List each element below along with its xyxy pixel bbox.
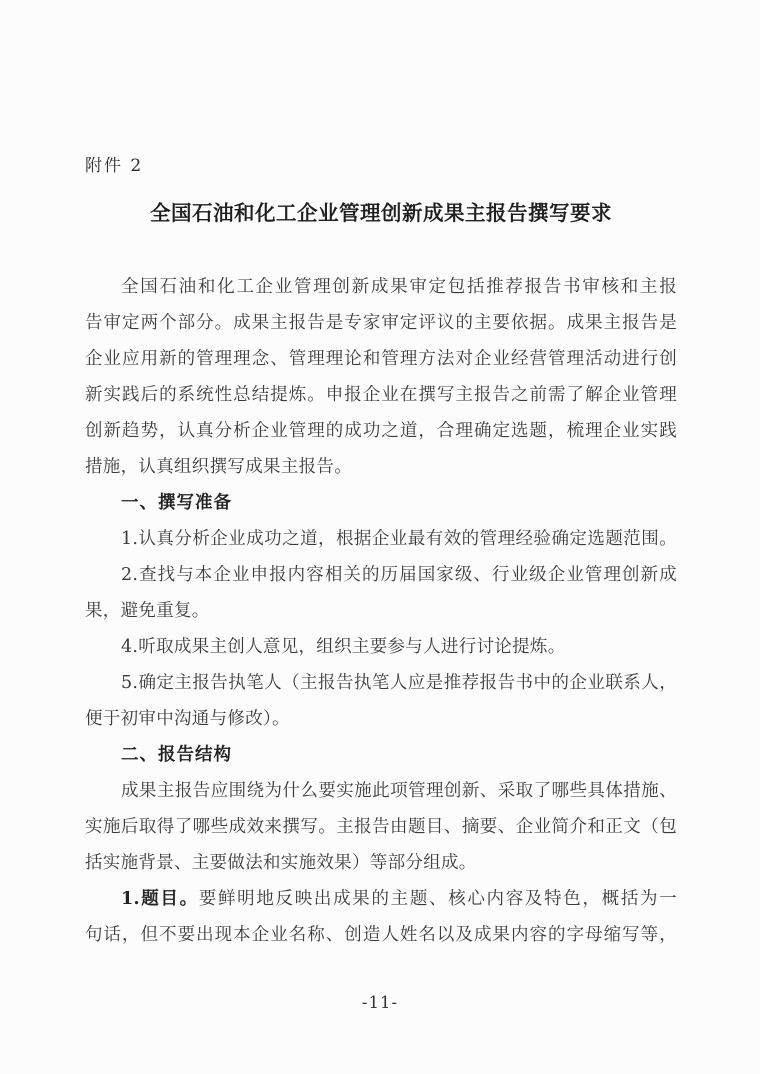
- paragraph-line: 告审定两个部分。成果主报告是专家审定评议的主要依据。成果主报告是: [85, 313, 677, 333]
- paragraph-line: 括实施背景、主要做法和实施效果）等部分组成。: [85, 853, 477, 873]
- section-heading-structure: 二、报告结构: [121, 745, 232, 765]
- page-title: 全国石油和化工企业管理创新成果主报告撰写要求: [150, 201, 612, 225]
- list-item-line: 5.确定主报告执笔人（主报告执笔人应是推荐报告书中的企业联系人，: [121, 673, 677, 693]
- paragraph-line: 创新趋势，认真分析企业管理的成功之道，合理确定选题，梳理企业实践: [85, 421, 677, 441]
- document-body: [85, 269, 677, 953]
- list-item-line: 便于初审中沟通与修改）。: [85, 709, 290, 729]
- paragraph-line: 新实践后的系统性总结提炼。申报企业在撰写主报告之前需了解企业管理: [85, 385, 677, 405]
- list-item-line: 2.查找与本企业申报内容相关的历届国家级、行业级企业管理创新成: [121, 565, 677, 585]
- paragraph-line: 企业应用新的管理理念、管理理论和管理方法对企业经营管理活动进行创: [85, 349, 677, 369]
- paragraph-line: 成果主报告应围绕为什么要实施此项管理创新、采取了哪些具体措施、: [121, 781, 677, 801]
- paragraph-line: 全国石油和化工企业管理创新成果审定包括推荐报告书审核和主报: [121, 277, 677, 297]
- list-item-line: 1.认真分析企业成功之道，根据企业最有效的管理经验确定选题范围。: [121, 529, 677, 549]
- attachment-label: 附件 2: [85, 156, 144, 176]
- paragraph-line: 句话，但不要出现本企业名称、创造人姓名以及成果内容的字母缩写等，: [85, 925, 677, 945]
- paragraph-line: 措施，认真组织撰写成果主报告。: [85, 457, 352, 477]
- item-title-lead: 1.题目。: [121, 889, 199, 909]
- list-item-line: [85, 881, 677, 917]
- list-item-line: 4.听取成果主创人意见，组织主要参与人进行讨论提炼。: [121, 637, 566, 657]
- item-title-rest: 要鲜明地反映出成果的主题、核心内容及特色，概括为一: [198, 889, 677, 909]
- section-heading-preparation: 一、撰写准备: [121, 493, 232, 513]
- list-item-line: 果，避免重复。: [85, 601, 210, 621]
- page-number: -11-: [361, 993, 399, 1012]
- paragraph-line: 实施后取得了哪些成效来撰写。主报告由题目、摘要、企业简介和正文（包: [85, 817, 677, 837]
